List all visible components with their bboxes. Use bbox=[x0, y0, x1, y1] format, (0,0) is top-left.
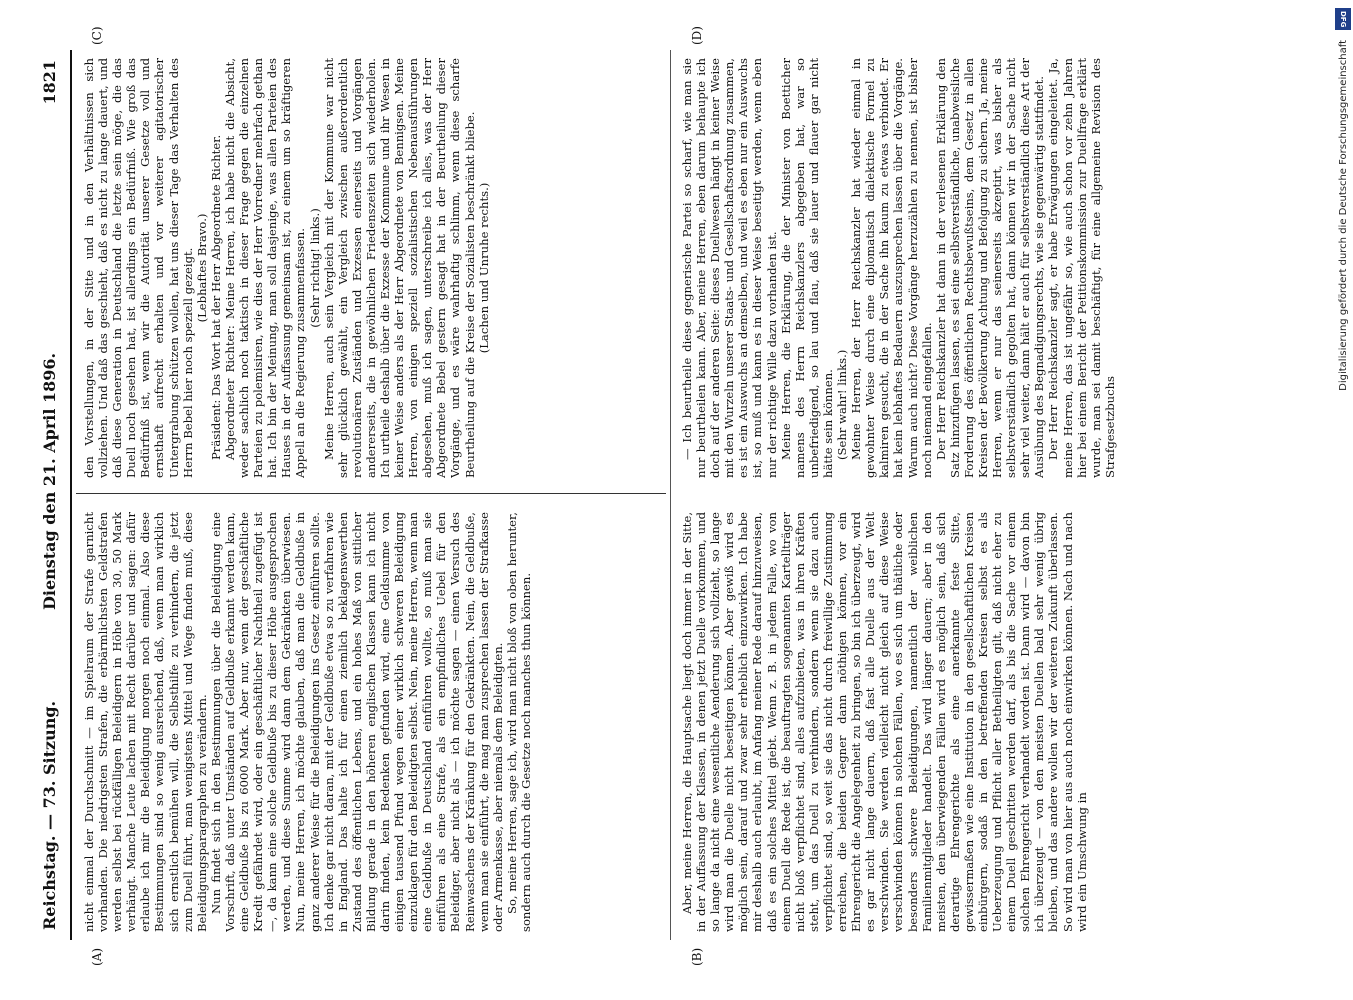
rotated-newspaper-page bbox=[30, 26, 1330, 966]
paragraph: Meine Herren, auch sein Vergleich mit der Kommune war nicht sehr glücklich gewählt, ein Vergleich zwischen außerordentlich revolutionären Zuständen und Exzessen einerseits und Vorgängen andererseits, die in gewöhnlichen Friedenszeiten sich wiederholen. Ich urtheile deshalb über die Exzesse der Kommune und ihr Wesen in keiner Weise anders als der Herr Abgeordnete von Bennigsen. Meine Herren, von einigen speziell sozialistischen Nebenausführungen abgesehen, muß ich sagen, unterschreibe ich alles, was der Herr Abgeordnete Bebel gestern gesagt hat in der Beurtheilung dieser Vorgänge, und es wäre wahrhaftig schlimm, wenn diese scharfe Beurtheilung auf die Kreise der Sozialisten beschränkt bliebe. bbox=[321, 58, 477, 478]
paragraph: nicht einmal der Durchschnitt — im Spielraum der Strafe garnicht vorhanden. Die niedrigsten Strafen, die erbärmlichsten Geldstrafen werden selbst bei rückfälligen Beleidigern in Höhe von 30, 50 Mark verhängt. Manche Leute lachen mit Recht darüber und sagen: dafür erlaube ich mir die Beleidigung morgen noch einmal. Also diese Bestimmungen sind so wenig ausreichend, daß, wenn man wirklich sich ernstlich bemühen will, die Selbsthilfe zu verhindern, die jetzt zum Duell führt, man wenigstens Mittel und Wege finden muß, diese Beleidigungsparagraphen zu verändern. bbox=[82, 512, 209, 932]
interjection: (Lebhaftes Bravo.) bbox=[194, 213, 209, 323]
header-date: Dienstag den 21. April 1896. bbox=[40, 352, 59, 610]
left-column-lower bbox=[680, 512, 1280, 932]
paragraph: — Ich beurtheile diese gegnerische Partei so scharf, wie man sie nur beurtheilen kann. Aber, meine Herren, eben darum behaupte ich doch auf der anderen Seite: dieses Duellwesen hängt in keiner Weise mit den Wurzeln unserer Staats- und Gesellschaftsordnung zusammen, es ist ein Auswuchs an demselben, und weil es eben nur ein Auswuchs ist, so muß und kann es in dieser Weise beseitigt werden, wenn eben nur der richtige Wille dazu vorhanden ist. bbox=[680, 58, 779, 478]
header-session: Reichstag. — 73. Sitzung. bbox=[40, 700, 59, 930]
paragraph: Der Herr Reichskanzler sagt, er habe Erwägungen eingeleitet. Ja, meine Herren, das ist ungefähr so, wie auch schon vor zehn Jahren hier bei einem Bericht der Petitionskommission zur Duellfrage erklärt wurde, man sei damit beschäftigt, für eine allgemeine Revision des Strafgesetzbuchs bbox=[1046, 58, 1117, 478]
paragraph: Aber, meine Herren, die Hauptsache liegt doch immer in der Sitte, in der Auffassung der Klassen, in denen jetzt Duelle vorkommen, und so lange da nicht eine wesentliche Aenderung sich vollzieht, so lange wird man die Duelle nicht beseitigen können. Aber gewiß wird es möglich sein, darauf und zwar sehr erheblich einzuwirken. Ich habe mir deshalb auch erlaubt, im Anfang meiner Rede darauf hinzuweisen, daß es ein solches Mittel giebt. Wenn z. B. in jedem Falle, wo von einem Duell die Rede ist, die beauftragten sogenannten Kartellträger nicht bloß verpflichtet sind, alles aufzubieten, was in ihren Kräften steht, um das Duell zu verhindern, sondern wenn sie dazu auch verpflichtet sind, so weit sie das nicht durch freiwillige Zustimmung erreichen, die beiden Gegner dann nöthigen können, vor ein Ehrengericht die Angelegenheit zu bringen, so bin ich überzeugt, wird es gar nicht lange dauern, daß fast alle Duelle aus der Welt verschwinden. Sie werden vielleicht nicht gleich auf diese Weise verschwinden können in solchen Fällen, wo es sich um thätliche oder besonders schwere Beleidigungen, namentlich der weiblichen Familienmitglieder handelt. Das wird länger dauern; aber in den meisten, den überwiegenden Fällen wird es möglich sein, daß sich derartige Ehrengerichte als eine anerkannte feste Sitte, gewissermaßen wie eine Institution in den gesellschaftlichen Kreisen einbürgern, sodaß in den betreffenden Kreisen selbst es als Ueberzeugung und Pflicht aller Betheiligten gilt, daß nicht eher zu einem Duell geschritten werden darf, als bis die Sache vor einem solchen Ehrengericht verhandelt worden ist. Dann wird — davon bin ich überzeugt — von den meisten Duellen bald sehr wenig übrig bleiben, und das andere wollen wir der weiteren Zukunft überlassen. So wird man von hier aus auch noch einwirken können. Nach und nach wird ein Umschwung in bbox=[680, 512, 1089, 932]
paragraph: Meine Herren, der Herr Reichskanzler hat wieder einmal in gewohnter Weise durch eine diplomatisch dialektische Formel zu kalmiren gesucht, die in der Sache ihn kaum zu etwas verbindet. Er hat kein lebhaftes Bedauern auszusprechen lassen über die Vorgänge. Warum auch nicht? Diese Vorgänge herzuzählen zu nennen, ist bisher noch niemand eingefallen. bbox=[849, 58, 934, 478]
column-divider bbox=[76, 493, 666, 494]
page-number: 1821 bbox=[40, 60, 59, 105]
interjection: (Lachen und Unruhe rechts.) bbox=[476, 182, 491, 354]
paragraph: Abgeordneter Richter: Meine Herren, ich habe nicht die Absicht, weder sachlich noch taktisch in dieser Frage gegen die einzelnen Parteien zu polemisiren, wie dies der Herr Vorredner mehrfach gethan hat. Ich bin der Meinung, man soll dasjenige, was allen Parteien des Hauses in der Auffassung gemeinsam ist, zu einem um so kräftigeren Appell an die Regierung zusammenfassen. bbox=[222, 58, 308, 478]
interjection: (Sehr richtig! links.) bbox=[307, 208, 322, 328]
paragraph: Präsident: Das Wort hat der Herr Abgeordnete Richter. bbox=[208, 134, 223, 460]
paragraph: Der Herr Reichskanzler hat dann in der verlesenen Erklärung den Satz hinzufügen lassen, es sei eine selbstverständliche, unabweisliche Forderung des öffentlichen Rechtsbewußtseins, dem Gesetz in allen Kreisen der Bevölkerung Achtung und Befolgung zu sichern. Ja, meine Herren, wenn er nur das seinerseits akzeptirt, was bisher als selbstverständlich gegolten hat, dann können wir in der Sache nicht sehr viel weiter, dann hält er auch für selbstverständlich diese Art der Ausübung des Begnadigungsrechts, wie sie gegenwärtig stattfindet. bbox=[933, 58, 1047, 478]
right-column-lower bbox=[680, 58, 1280, 478]
paragraph: So, meine Herren, sage ich, wird man nicht bloß von oben herunter, sondern auch durch die Gesetze noch manches thun können. bbox=[504, 512, 533, 932]
margin-marker-d: (D) bbox=[690, 26, 704, 45]
left-column-upper bbox=[82, 512, 662, 932]
margin-marker-c: (C) bbox=[90, 26, 104, 45]
section-divider bbox=[670, 50, 671, 940]
paragraph: den Vorstellungen, in der Sitte und in den Verhältnissen sich vollziehen. Und daß das geschieht, daß es nicht zu lange dauert, und daß diese Generation in Deutschland die letzte sein möge, die das Duell noch gesehen hat, ist allerdings ein Bedürfniß. Wie groß das Bedürfniß ist, wenn wir die Autorität unserer Gesetze voll und ernsthaft aufrecht erhalten und vor weiterer agitatorischer Untergrabung schützen wollen, hat uns dieser Tage das Verhalten des Herrn Bebel hier noch speziell gezeigt. bbox=[82, 58, 195, 478]
paragraph: Nun findet sich in den Bestimmungen über die Beleidigung eine Vorschrift, daß unter Umständen auf Geldbuße erkannt werden kann, eine Geldbuße bis zu 6000 Mark. Aber nur, wenn der geschäftliche Kredit gefährdet wird, oder ein geschäftlicher Nachtheil zugefügt ist —, da kann eine solche Geldbuße bis zu dieser Höhe ausgesprochen werden, und diese Summe wird dann dem Gekränkten überwiesen. Nun, meine Herren, ich möchte glauben, daß man die Geldbuße in ganz anderer Weise für die Beleidigungen ins Gesetz einführen sollte. Ich denke gar nicht daran, mit der Geldbuße etwa so zu verfahren wie in England. Das halte ich für einen ziemlich beklagenswerthen Zustand des öffentlichen Lebens, und ein hohes Maß von sittlicher Bildung gerade in den höheren englischen Klassen kann ich nicht darin finden, kein Bedenken gefunden wird, eine Geldsumme von einigen tausend Pfund wegen einer wirklich schweren Beleidigung einzuklagen für den Beleidigten selbst. Nein, meine Herren, wenn man eine Geldbuße in Deutschland einführen wollte, so muß man sie einführen als eine Strafe, als ein empfindliches Uebel für den Beleidiger, aber nicht als — ich möchte sagen — einen Versuch des Reinwaschens der Kränkung für den Gekränkten. Nein, die Geldbuße, wenn man sie einführt, die mag man zusprechen lassen der Strafkasse oder Armenkasse, aber niemals dem Beleidigten. bbox=[208, 512, 505, 932]
page-header bbox=[30, 50, 72, 940]
paragraph: Meine Herren, die Erklärung, die der Minister von Boetticher namens des Herrn Reichskanzlers abgegeben hat, war so unbefriedigend, so lau und flau, daß sie lauer und flauer gar nicht hätte sein können. bbox=[778, 58, 835, 478]
dfg-logo: DFG bbox=[1335, 8, 1351, 30]
margin-marker-b: (B) bbox=[690, 947, 704, 966]
interjection: (Sehr wahr! links.) bbox=[835, 349, 850, 460]
digitization-credit: Digitalisierung gefördert durch die Deutsche Forschungsgemeinschaft bbox=[1338, 40, 1349, 391]
margin-marker-a: (A) bbox=[90, 947, 104, 966]
right-column-upper bbox=[82, 58, 662, 478]
